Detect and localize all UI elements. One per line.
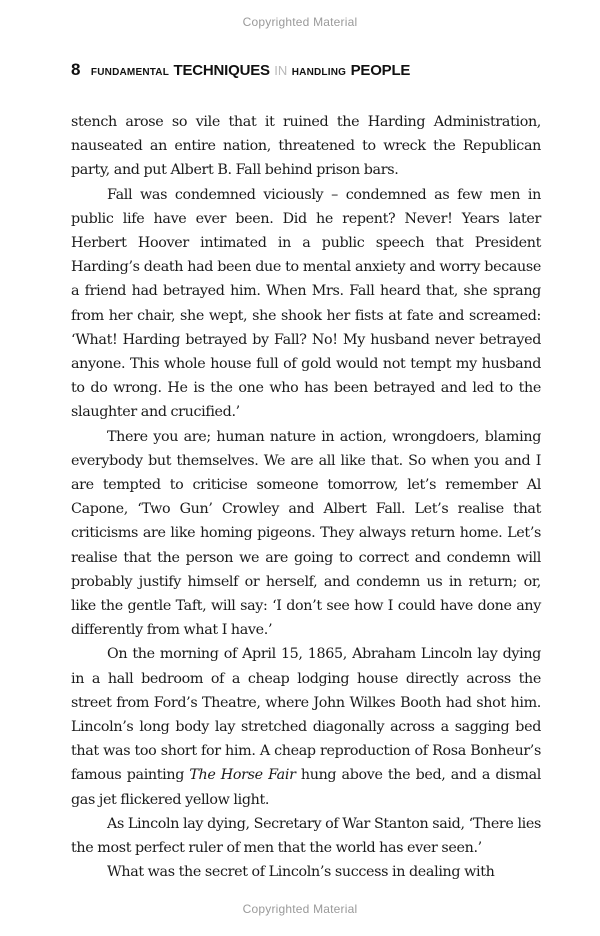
- paragraph-3: There you are; human nature in action, wrongdoers, blaming everybody but themselves. We are all like that. So when you and I are tempted to criticise someone tomorrow, let’s remember Al Capone, ‘Two Gun’ Crowley and Albert Fall. Let’s realise that criticisms are like homing pigeons. They always return home. Let’s realise that the person we are going to correct and condemn will probably justify himself or herself, and condemn us in return; or, like the gentle Taft, will say: ‘I don’t see how I could have done any differently from what I have.’: [71, 428, 541, 639]
- running-header: [71, 60, 541, 86]
- header-word-techniques: TECHNIQUES: [173, 62, 270, 79]
- paragraph-2: Fall was condemned viciously – condemned as few men in public life have ever been. Did he repent? Never! Years later Herbert Hoover intimated in a public speech that President Harding’s death had been due to mental anxiety and worry because a friend had betrayed him. When Mrs. Fall heard that, she sprang from her chair, she wept, she shook her fists at fate and screamed: ‘What! Harding betrayed by Fall? No! My husband never betrayed anyone. This whole house full of gold would not tempt my husband to do wrong. He is the one who has been betrayed and led to the slaughter and crucified.’: [71, 186, 541, 421]
- paragraph-4-start: On the morning of April 15, 1865, Abraham Lincoln lay dying in a hall bedroom of a cheap lodging house directly across the street from Ford’s Theatre, where John Wilkes Booth had shot him. Lincoln’s long body lay stretched diagonally across a sagging bed that was too short for him. A cheap reproduction of Rosa Bonheur’s famous painting: [71, 646, 541, 784]
- copyright-watermark-top: Copyrighted Material: [242, 15, 358, 29]
- header-word-fundamental: FUNDAMENTAL: [90, 67, 170, 78]
- paragraph-5: As Lincoln lay dying, Secretary of War Stanton said, ‘There lies the most perfect ruler of men that the world has ever seen.’: [71, 815, 541, 857]
- paragraph-4: [71, 642, 541, 811]
- paragraph-1: stench arose so vile that it ruined the Harding Administration, nauseated an entire nation, threatened to wreck the Republican party, and put Albert B. Fall behind prison bars.: [71, 114, 541, 179]
- header-word-handling: HANDLING: [291, 67, 347, 78]
- body-text: [71, 110, 541, 885]
- header-word-in: IN: [274, 63, 288, 78]
- header-word-people: PEOPLE: [350, 62, 411, 79]
- paragraph-4-end: hung above the bed, and a dismal gas jet flickered yellow light.: [71, 767, 541, 808]
- copyright-watermark-bottom: Copyrighted Material: [242, 902, 358, 916]
- page-number: 8: [71, 60, 81, 79]
- paragraph-6: What was the secret of Lincoln’s success in dealing with: [107, 864, 495, 881]
- painting-title: The Horse Fair: [189, 767, 296, 784]
